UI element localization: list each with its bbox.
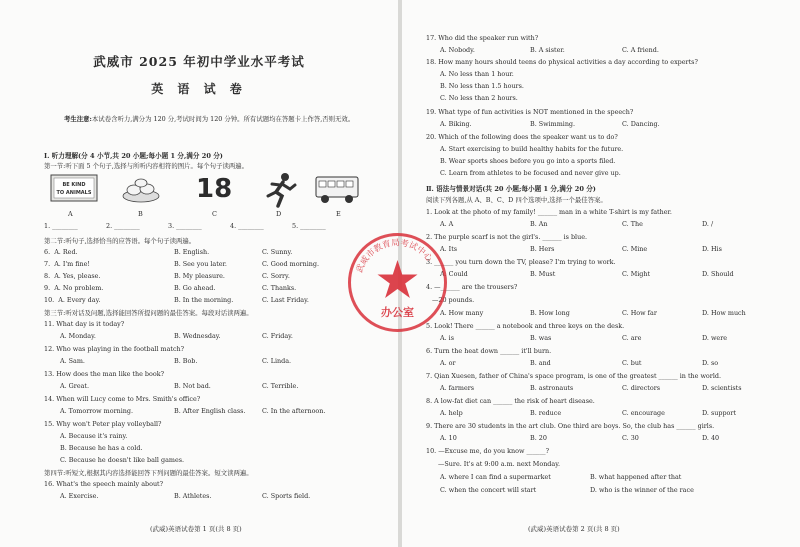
question-6: 6. A. Red. bbox=[44, 248, 78, 256]
grammar-question-10-option-c: C. when the concert will start bbox=[440, 486, 537, 494]
grammar-question-8: 8. A low-fat diet can ______ the risk of heart disease. bbox=[426, 397, 595, 405]
grammar-question-10-option-b: B. what happened after that bbox=[590, 473, 682, 481]
grammar-question-3: 3. ______ you turn down the TV, please? I'm trying to work. bbox=[426, 258, 616, 266]
question-14-option-a: A. Tomorrow morning. bbox=[60, 407, 134, 415]
question-20: 20. Which of the following does the speaker want us to do? bbox=[426, 133, 618, 141]
grammar-question-9-option-c: C. 30 bbox=[622, 434, 639, 442]
question-19-option-a: A. Biking. bbox=[440, 120, 472, 128]
page-2-footer: (武威)英语试卷第 2 页(共 8 页) bbox=[528, 525, 620, 533]
picture-a-sign bbox=[50, 172, 98, 210]
grammar-question-4-reply: —20 pounds. bbox=[432, 296, 475, 304]
grammar-question-3-option-b: B. Must bbox=[530, 270, 556, 278]
grammar-question-9-option-a: A. 10 bbox=[440, 434, 457, 442]
exam-subtitle: 英 语 试 卷 bbox=[151, 82, 247, 96]
question-8-option-c: C. Sorry. bbox=[262, 272, 290, 280]
picture-b-food bbox=[120, 172, 162, 210]
question-9: 9. A. No problem. bbox=[44, 284, 104, 292]
question-12-option-a: A. Sam. bbox=[60, 357, 85, 365]
grammar-question-6: 6. Turn the heat down ______ it'll burn. bbox=[426, 347, 552, 355]
question-13-option-c: C. Terrible. bbox=[262, 382, 299, 390]
question-13: 13. How does the man like the book? bbox=[44, 370, 165, 378]
answer-blank-3: 3. ________ bbox=[168, 222, 202, 230]
question-13-option-b: B. Not bad. bbox=[174, 382, 211, 390]
exam-notice bbox=[64, 114, 384, 125]
part-4-instruction: 第四节:听短文,根据其内容选择能回答下列问题的最佳答案。短文读两遍。 bbox=[44, 469, 253, 477]
question-7: 7. A. I'm fine! bbox=[44, 260, 90, 268]
part-3-instruction: 第三节:听对话及问题,选择能回答所提问题的最佳答案。每段对话读两遍。 bbox=[44, 309, 253, 317]
seal-center-text: 办公室 bbox=[381, 306, 414, 319]
picture-label-c: C bbox=[212, 210, 217, 218]
grammar-question-2-option-d: D. His bbox=[702, 245, 722, 253]
question-17-option-c: C. A friend. bbox=[622, 46, 659, 54]
question-12-option-c: C. Linda. bbox=[262, 357, 292, 365]
question-6-option-b: B. English. bbox=[174, 248, 210, 256]
question-11-option-a: A. Monday. bbox=[60, 332, 96, 340]
question-19-option-b: B. Swimming. bbox=[530, 120, 576, 128]
svg-text:BE KIND: BE KIND bbox=[62, 182, 86, 188]
question-14-option-b: B. After English class. bbox=[174, 407, 246, 415]
grammar-question-5-option-b: B. was bbox=[530, 334, 552, 342]
grammar-question-7-option-c: C. directors bbox=[622, 384, 661, 392]
exam-title: 武威市 2025 年初中学业水平考试 bbox=[93, 54, 305, 69]
picture-label-a: A bbox=[68, 210, 73, 218]
grammar-question-5-option-a: A. is bbox=[440, 334, 455, 342]
grammar-question-4-option-a: A. How many bbox=[440, 309, 484, 317]
question-16-option-a: A. Exercise. bbox=[60, 492, 99, 500]
grammar-question-10: 10. —Excuse me, do you know ______? bbox=[426, 447, 550, 455]
section-2-heading: Ⅱ. 语法与情景对话(共 20 小题;每小题 1 分,满分 20 分) bbox=[426, 185, 596, 193]
grammar-question-10-option-d: D. who is the winner of the race bbox=[590, 486, 694, 494]
question-19-option-c: C. Dancing. bbox=[622, 120, 660, 128]
answer-blank-5: 5. ________ bbox=[292, 222, 326, 230]
question-18-option-a: A. No less than 1 hour. bbox=[440, 70, 514, 78]
grammar-question-8-option-c: C. encourage bbox=[622, 409, 665, 417]
grammar-question-1-option-d: D. / bbox=[702, 220, 714, 228]
question-16-option-b: B. Athletes. bbox=[174, 492, 212, 500]
question-14-option-c: C. In the afternoon. bbox=[262, 407, 326, 415]
question-15-option-b: B. Because he has a cold. bbox=[60, 444, 143, 452]
grammar-question-7-option-d: D. scientists bbox=[702, 384, 742, 392]
question-9-option-c: C. Thanks. bbox=[262, 284, 297, 292]
grammar-question-10-reply: —Sure. It's at 9:00 a.m. next Monday. bbox=[438, 460, 561, 468]
question-18: 18. How many hours should teens do physical activities a day according to experts? bbox=[426, 58, 698, 66]
question-8-option-b: B. My pleasure. bbox=[174, 272, 225, 280]
grammar-question-6-option-a: A. or bbox=[440, 359, 456, 367]
picture-label-e: E bbox=[336, 210, 341, 218]
grammar-question-7-option-a: A. farmers bbox=[440, 384, 475, 392]
question-6-option-c: C. Sunny. bbox=[262, 248, 293, 256]
grammar-question-9: 9. There are 30 students in the art club. One third are boys. So, the club has ______ girls. bbox=[426, 422, 715, 430]
seal-ring-text: 武威市教育局考试中心 bbox=[354, 238, 434, 275]
grammar-question-1-option-c: C. The bbox=[622, 220, 643, 228]
grammar-question-8-option-d: D. support bbox=[702, 409, 737, 417]
question-10: 10. A. Every day. bbox=[44, 296, 101, 304]
question-16-option-c: C. Sports field. bbox=[262, 492, 311, 500]
answer-blank-2: 2. ________ bbox=[106, 222, 140, 230]
grammar-question-5-option-c: C. are bbox=[622, 334, 642, 342]
question-16: 16. What's the speech mainly about? bbox=[44, 480, 164, 488]
grammar-question-6-option-d: D. so bbox=[702, 359, 719, 367]
question-19: 19. What type of fun activities is NOT mentioned in the speech? bbox=[426, 108, 634, 116]
grammar-question-3-option-c: C. Might bbox=[622, 270, 651, 278]
picture-d-runner bbox=[262, 172, 298, 212]
grammar-question-5-option-d: D. were bbox=[702, 334, 728, 342]
official-seal-stamp bbox=[345, 230, 450, 335]
section-2-instruction: 阅读下列各题,从 A、B、C、D 四个选项中,选择一个最佳答案。 bbox=[426, 196, 607, 204]
grammar-question-6-option-c: C. but bbox=[622, 359, 642, 367]
exam-page-2 bbox=[402, 0, 800, 547]
question-20-option-c: C. Learn from athletes to be focused and never give up. bbox=[440, 169, 621, 177]
question-18-option-b: B. No less than 1.5 hours. bbox=[440, 82, 524, 90]
question-12: 12. Who was playing in the football match? bbox=[44, 345, 185, 353]
question-20-option-a: A. Start exercising to build healthy habits for the future. bbox=[440, 145, 624, 153]
grammar-question-6-option-b: B. and bbox=[530, 359, 551, 367]
grammar-question-2-option-a: A. Its bbox=[440, 245, 458, 253]
question-15-option-c: C. Because he doesn't like ball games. bbox=[60, 456, 185, 464]
question-11: 11. What day is it today? bbox=[44, 320, 125, 328]
question-15-option-a: A. Because it's rainy. bbox=[60, 432, 128, 440]
picture-c-number: 18 bbox=[196, 174, 233, 204]
grammar-question-8-option-b: B. reduce bbox=[530, 409, 562, 417]
answer-blank-1: 1. ________ bbox=[44, 222, 78, 230]
grammar-question-10-option-a: A. where I can find a supermarket bbox=[440, 473, 551, 481]
grammar-question-3-option-d: D. Should bbox=[702, 270, 734, 278]
seal-star-icon bbox=[378, 260, 418, 298]
grammar-question-7-option-b: B. astronauts bbox=[530, 384, 574, 392]
question-17-option-a: A. Nobody. bbox=[440, 46, 475, 54]
grammar-question-2-option-c: C. Mine bbox=[622, 245, 648, 253]
picture-label-b: B bbox=[138, 210, 143, 218]
question-7-option-b: B. See you later. bbox=[174, 260, 227, 268]
question-7-option-c: C. Good morning. bbox=[262, 260, 320, 268]
question-18-option-c: C. No less than 2 hours. bbox=[440, 94, 518, 102]
question-11-option-b: B. Wednesday. bbox=[174, 332, 221, 340]
grammar-question-5: 5. Look! There ______ a notebook and three keys on the desk. bbox=[426, 322, 625, 330]
grammar-question-4-option-c: C. How far bbox=[622, 309, 657, 317]
svg-text:TO ANIMALS: TO ANIMALS bbox=[56, 190, 92, 196]
grammar-question-9-option-b: B. 20 bbox=[530, 434, 547, 442]
question-15: 15. Why won't Peter play volleyball? bbox=[44, 420, 162, 428]
page-1-footer: (武威)英语试卷第 1 页(共 8 页) bbox=[150, 525, 242, 533]
question-8: 8. A. Yes, please. bbox=[44, 272, 101, 280]
question-10-option-b: B. In the morning. bbox=[174, 296, 234, 304]
exam-page-1 bbox=[0, 0, 398, 547]
grammar-question-8-option-a: A. help bbox=[440, 409, 463, 417]
grammar-question-4-option-d: D. How much bbox=[702, 309, 746, 317]
grammar-question-4-option-b: B. How long bbox=[530, 309, 570, 317]
grammar-question-2-option-b: B. Hers bbox=[530, 245, 555, 253]
picture-e-school-bus bbox=[314, 172, 360, 210]
question-12-option-b: B. Bob. bbox=[174, 357, 198, 365]
question-13-option-a: A. Great. bbox=[60, 382, 90, 390]
question-10-option-c: C. Last Friday. bbox=[262, 296, 309, 304]
grammar-question-1-option-b: B. An bbox=[530, 220, 548, 228]
question-17-option-b: B. A sister. bbox=[530, 46, 565, 54]
notice-text: 本试卷含听力,满分为 120 分,考试时间为 120 分钟。所有试题均在答题卡上作答,否则无效。 bbox=[91, 115, 355, 123]
answer-blank-4: 4. ________ bbox=[230, 222, 264, 230]
grammar-question-7: 7. Qian Xuesen, father of China's space program, is one of the greatest ______ in the world. bbox=[426, 372, 721, 380]
question-14: 14. When will Lucy come to Mrs. Smith's office? bbox=[44, 395, 201, 403]
grammar-question-1-option-a: A. A bbox=[440, 220, 454, 228]
notice-label: 考生注意: bbox=[64, 115, 92, 123]
part-2-instruction: 第二节:听句子,选择恰当的应答语。每个句子读两遍。 bbox=[44, 237, 196, 245]
section-1-heading: Ⅰ. 听力理解(分 4 小节,共 20 小题;每小题 1 分,满分 20 分) bbox=[44, 152, 223, 160]
grammar-question-1: 1. Look at the photo of my family! ______ man in a white T-shirt is my father. bbox=[426, 208, 672, 216]
question-11-option-c: C. Friday. bbox=[262, 332, 293, 340]
part-1-instruction: 第一节:听下面 5 个句子,选择与所听内容相符的图片。每个句子读两遍。 bbox=[44, 162, 249, 170]
question-9-option-b: B. Go ahead. bbox=[174, 284, 216, 292]
grammar-question-4: 4. —______ are the trousers? bbox=[426, 283, 518, 291]
question-20-option-b: B. Wear sports shoes before you go into a sports filed. bbox=[440, 157, 616, 165]
question-17: 17. Who did the speaker run with? bbox=[426, 34, 539, 42]
picture-label-d: D bbox=[276, 210, 282, 218]
grammar-question-2: 2. The purple scarf is not the girl's. ______ is blue. bbox=[426, 233, 588, 241]
grammar-question-9-option-d: D. 40 bbox=[702, 434, 720, 442]
grammar-question-3-option-a: A. Could bbox=[440, 270, 468, 278]
